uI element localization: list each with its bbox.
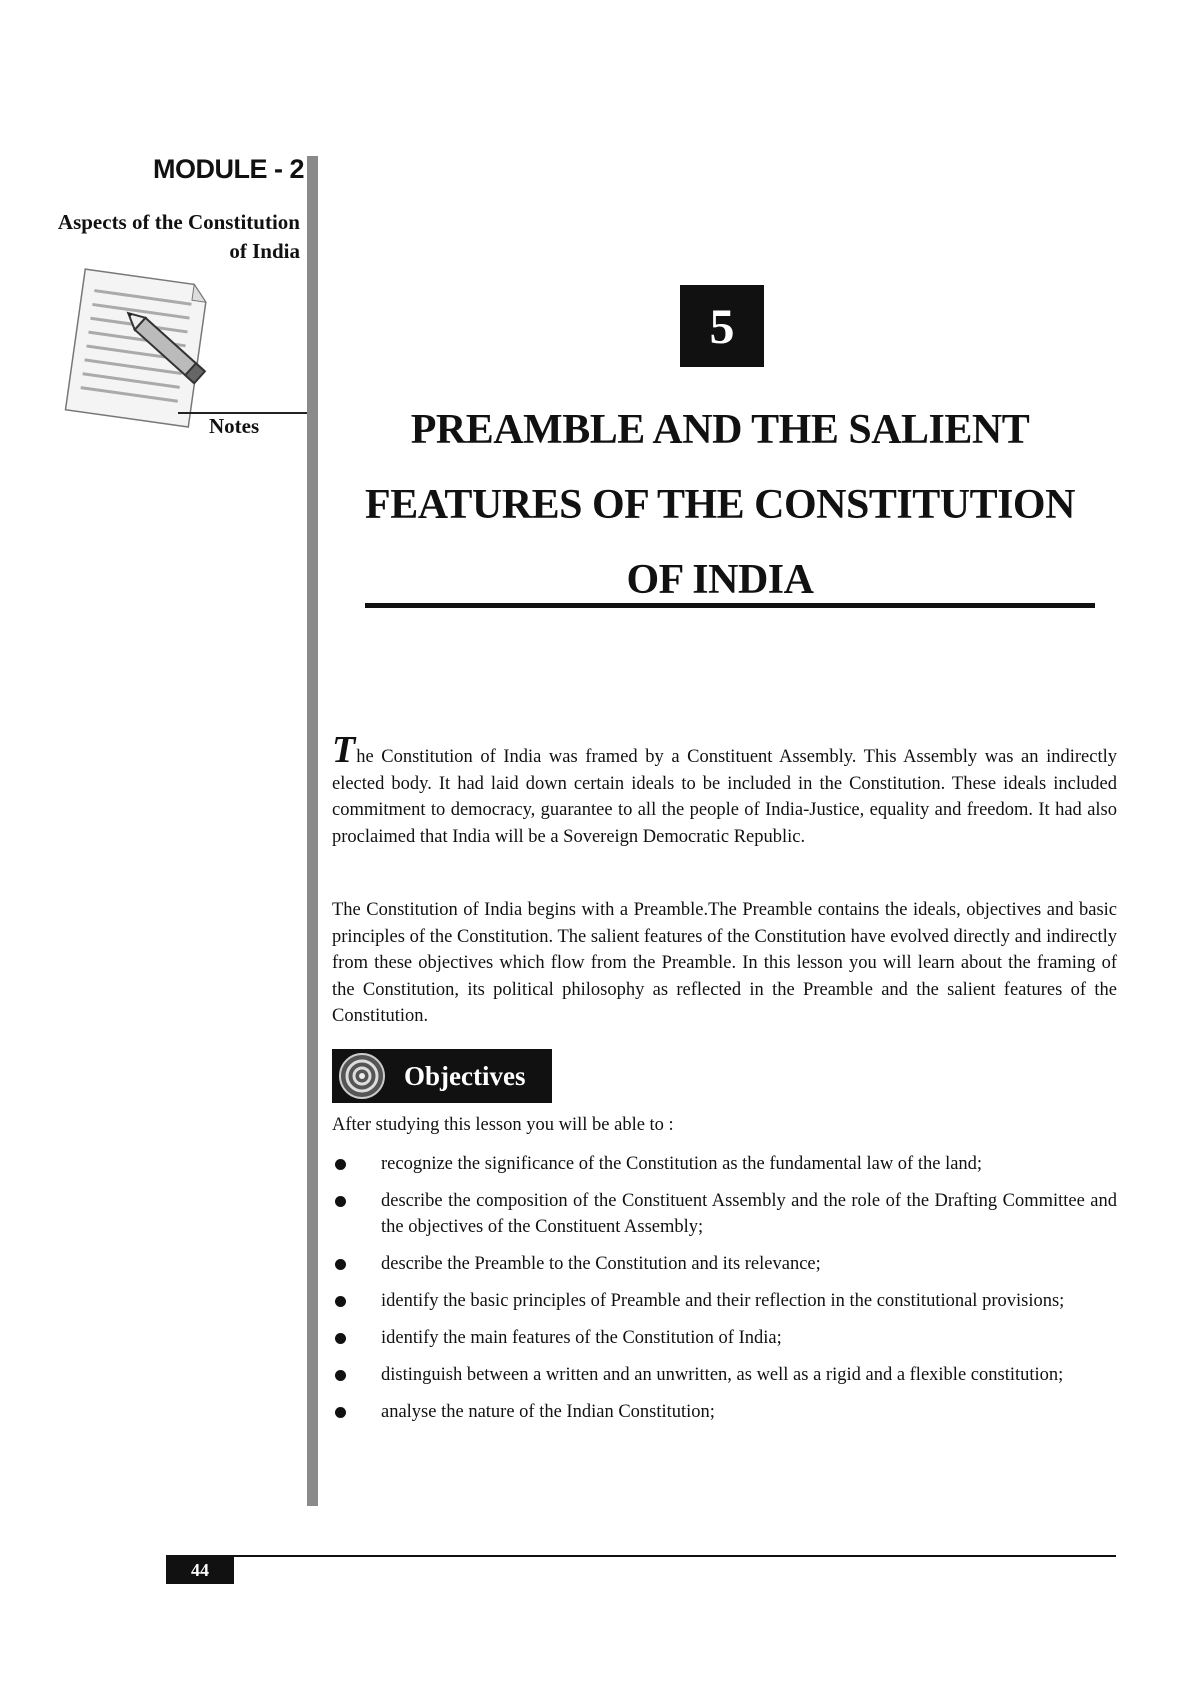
list-item [332,1151,1117,1177]
module-title: MODULE - 2 [152,154,304,184]
objective-text: describe the Preamble to the Constitution and its relevance; [381,1254,821,1274]
objectives-intro: After studying this lesson you will be able to : [332,1115,674,1135]
bullet-icon [335,1296,346,1307]
objectives-heading: Objectives [404,1061,526,1091]
objective-text: analyse the nature of the Indian Constitution; [381,1402,715,1422]
page-number: 44 [166,1557,234,1584]
bullet-icon [335,1196,346,1207]
intro-paragraph-1-text: he Constitution of India was framed by a Constituent Assembly. This Assembly was an indirectly elected body. It had laid down certain ideals to be included in the Constitution. These ideals included commitment to democracy, guarantee to all the people of India-Justice, equality and freedom. It had also proclaimed that India will be a Sovereign Democratic Republic. [332,747,1117,847]
bullet-icon [335,1159,346,1170]
notes-label: Notes [209,414,260,438]
bullet-icon [335,1407,346,1418]
list-item [332,1288,1117,1314]
list-item [332,1362,1117,1388]
list-item [332,1251,1117,1277]
intro-paragraph-2: The Constitution of India begins with a Preamble.The Preamble contains the ideals, objectives and basic principles of the Constitution. The salient features of the Constitution have evolved directly and indirectly from these objectives which flow from the Preamble. In this lesson you will learn about the framing of the Constitution, its political philosophy as reflected in the Preamble and the salient features of the Constitution. [332,900,1117,1026]
objectives-banner [332,1049,552,1103]
margin-bar [307,156,318,1506]
objective-text: identify the main features of the Constitution of India; [381,1328,782,1348]
drop-cap: T [332,729,356,771]
title-rule [365,603,1095,608]
footer-rule [166,1555,1116,1557]
list-item [332,1399,1117,1425]
bullet-icon [335,1333,346,1344]
objective-text: identify the basic principles of Preamble and their reflection in the constitutional provisions; [381,1291,1065,1311]
list-item [332,1325,1117,1351]
bullet-icon [335,1370,346,1381]
intro-paragraph-1 [332,729,1117,850]
objective-text: distinguish between a written and an unwritten, as well as a rigid and a flexible constitution; [381,1365,1064,1385]
list-item [332,1188,1117,1240]
objective-text: describe the composition of the Constituent Assembly and the role of the Drafting Committee and the objectives of the Constituent Assembly; [381,1191,1117,1237]
chapter-number: 5 [680,285,764,367]
module-subtitle: Aspects of the Constitution of India [57,210,300,263]
chapter-title: PREAMBLE AND THE SALIENT FEATURES OF THE CONSTITUTION OF INDIA [365,407,1075,603]
objectives-list [332,1151,1117,1436]
target-icon [336,1052,388,1100]
objective-text: recognize the significance of the Constitution as the fundamental law of the land; [381,1154,983,1174]
bullet-icon [335,1259,346,1270]
